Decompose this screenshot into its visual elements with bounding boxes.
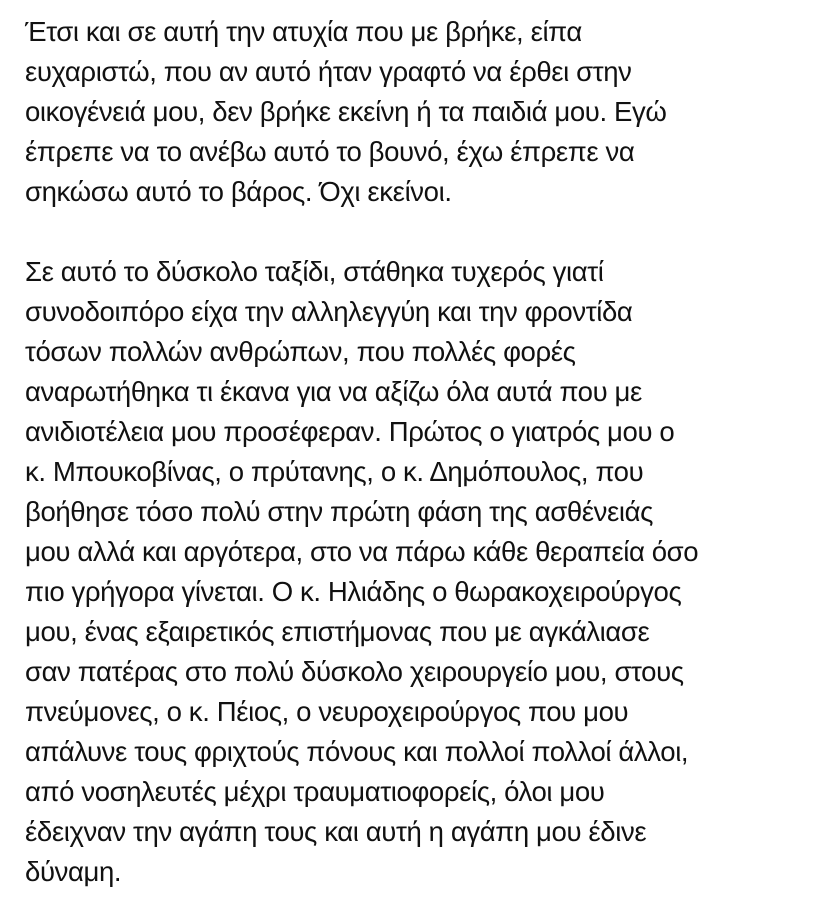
text-line: βοήθησε τόσο πολύ στην πρώτη φάση της ασθένειάς <box>25 496 654 527</box>
text-line: έδειχναν την αγάπη τους και αυτή η αγάπη μου έδινε <box>25 816 647 847</box>
text-line: πιο γρήγορα γίνεται. Ο κ. Ηλιάδης ο θωρακοχειρούργος <box>25 576 682 607</box>
text-line: μου, ένας εξαιρετικός επιστήμονας που με αγκάλιασε <box>25 616 650 647</box>
text-line: απάλυνε τους φριχτούς πόνους και πολλοί πολλοί άλλοι, <box>25 736 689 767</box>
text-line: από νοσηλευτές μέχρι τραυματιοφορείς, όλοι μου <box>25 776 605 807</box>
text-line: αναρωτήθηκα τι έκανα για να αξίζω όλα αυτά που με <box>25 376 642 407</box>
text-line: Έτσι και σε αυτή την ατυχία που με βρήκε, είπα <box>25 16 582 47</box>
text-line: σηκώσω αυτό το βάρος. Όχι εκείνοι. <box>25 176 452 207</box>
paragraph-1 <box>25 12 828 212</box>
text-line: οικογένειά μου, δεν βρήκε εκείνη ή τα παιδιά μου. Εγώ <box>25 96 667 127</box>
paragraph-2 <box>25 252 828 892</box>
text-line: μου αλλά και αργότερα, στο να πάρω κάθε θεραπεία όσο <box>25 536 699 567</box>
text-line: σαν πατέρας στο πολύ δύσκολο χειρουργείο μου, στους <box>25 656 684 687</box>
text-line: συνοδοιπόρο είχα την αλληλεγγύη και την φροντίδα <box>25 296 633 327</box>
text-line: Σε αυτό το δύσκολο ταξίδι, στάθηκα τυχερός γιατί <box>25 256 604 287</box>
text-line: δύναμη. <box>25 856 122 887</box>
text-line: κ. Μπουκοβίνας, ο πρύτανης, ο κ. Δημόπουλος, που <box>25 456 644 487</box>
text-line: πνεύμονες, ο κ. Πέιος, ο νευροχειρούργος που μου <box>25 696 629 727</box>
text-line: τόσων πολλών ανθρώπων, που πολλές φορές <box>25 336 576 367</box>
text-line: έπρεπε να το ανέβω αυτό το βουνό, έχω έπρεπε να <box>25 136 635 167</box>
text-line: ανιδιοτέλεια μου προσέφεραν. Πρώτος ο γιατρός μου ο <box>25 416 675 447</box>
text-line: ευχαριστώ, που αν αυτό ήταν γραφτό να έρθει στην <box>25 56 632 87</box>
